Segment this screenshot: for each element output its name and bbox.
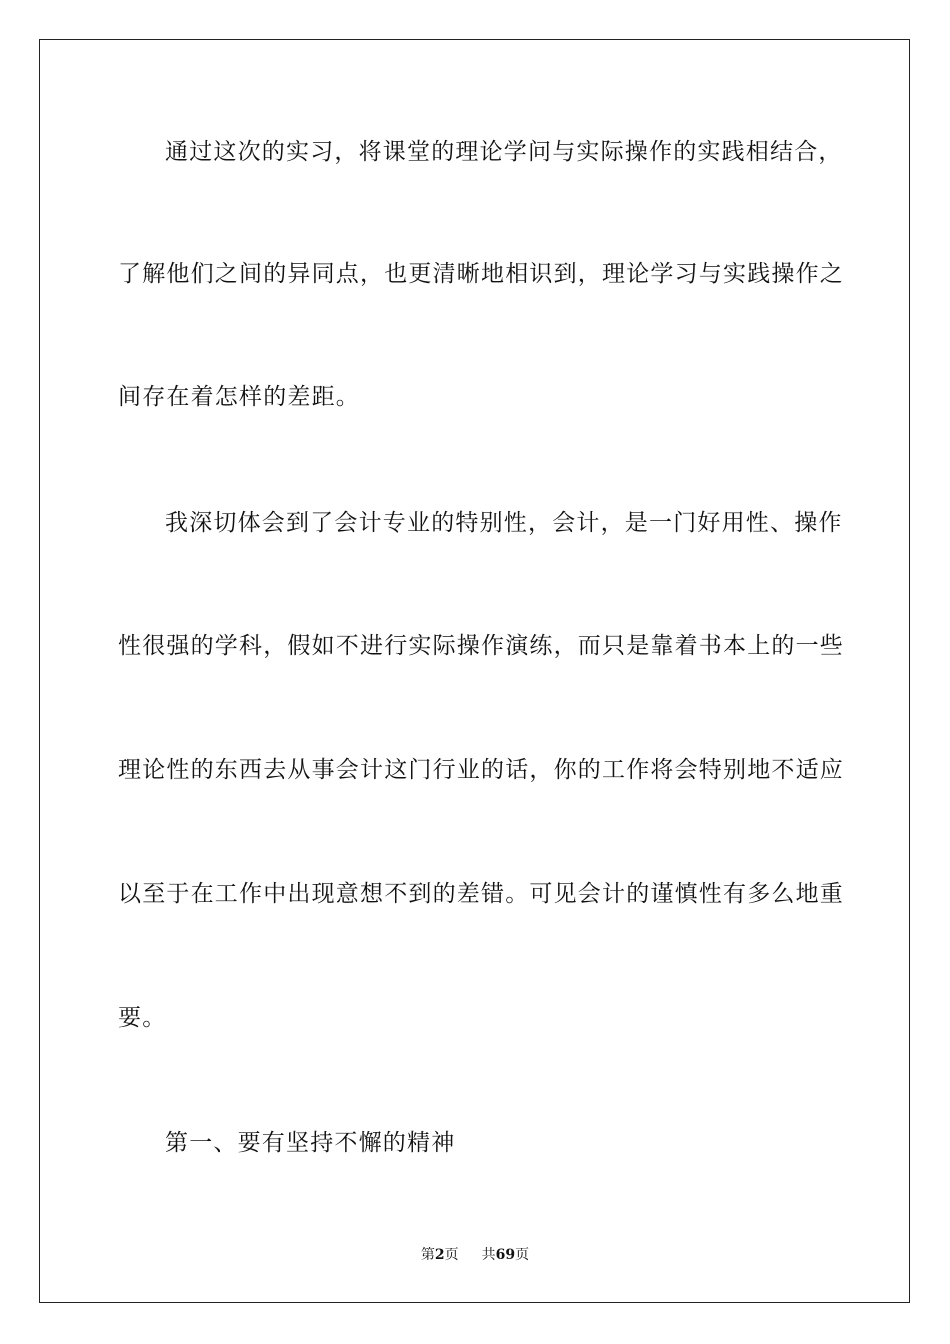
paragraph-2-line-4: 以至于在工作中出现意想不到的差错。可见会计的谨慎性有多么地重	[118, 881, 844, 907]
paragraph-2-line-3: 理论性的东西去从事会计这门行业的话，你的工作将会特别地不适应	[118, 757, 844, 783]
footer-page-number: 2	[434, 1247, 445, 1263]
footer-page-prefix: 第	[420, 1247, 435, 1263]
section-heading: 第一、要有坚持不懈的精神	[165, 1130, 456, 1156]
paragraph-1-line-3: 间存在着怎样的差距。	[118, 384, 360, 410]
page-footer	[0, 1246, 950, 1264]
footer-total-prefix: 共	[481, 1247, 496, 1263]
paragraph-1-line-1: 通过这次的实习，将课堂的理论学问与实际操作的实践相结合，	[165, 139, 843, 165]
paragraph-2-line-5: 要。	[118, 1005, 167, 1031]
paragraph-2-line-1: 我深切体会到了会计专业的特别性，会计，是一门好用性、操作	[165, 510, 843, 536]
footer-total-suffix: 页	[515, 1247, 530, 1263]
footer-page-suffix: 页	[444, 1247, 459, 1263]
paragraph-1-line-2: 了解他们之间的异同点，也更清晰地相识到，理论学习与实践操作之	[118, 261, 844, 287]
page-border	[39, 39, 910, 1303]
paragraph-2-line-2: 性很强的学科，假如不进行实际操作演练，而只是靠着书本上的一些	[118, 633, 844, 659]
footer-total-pages: 69	[495, 1247, 516, 1263]
